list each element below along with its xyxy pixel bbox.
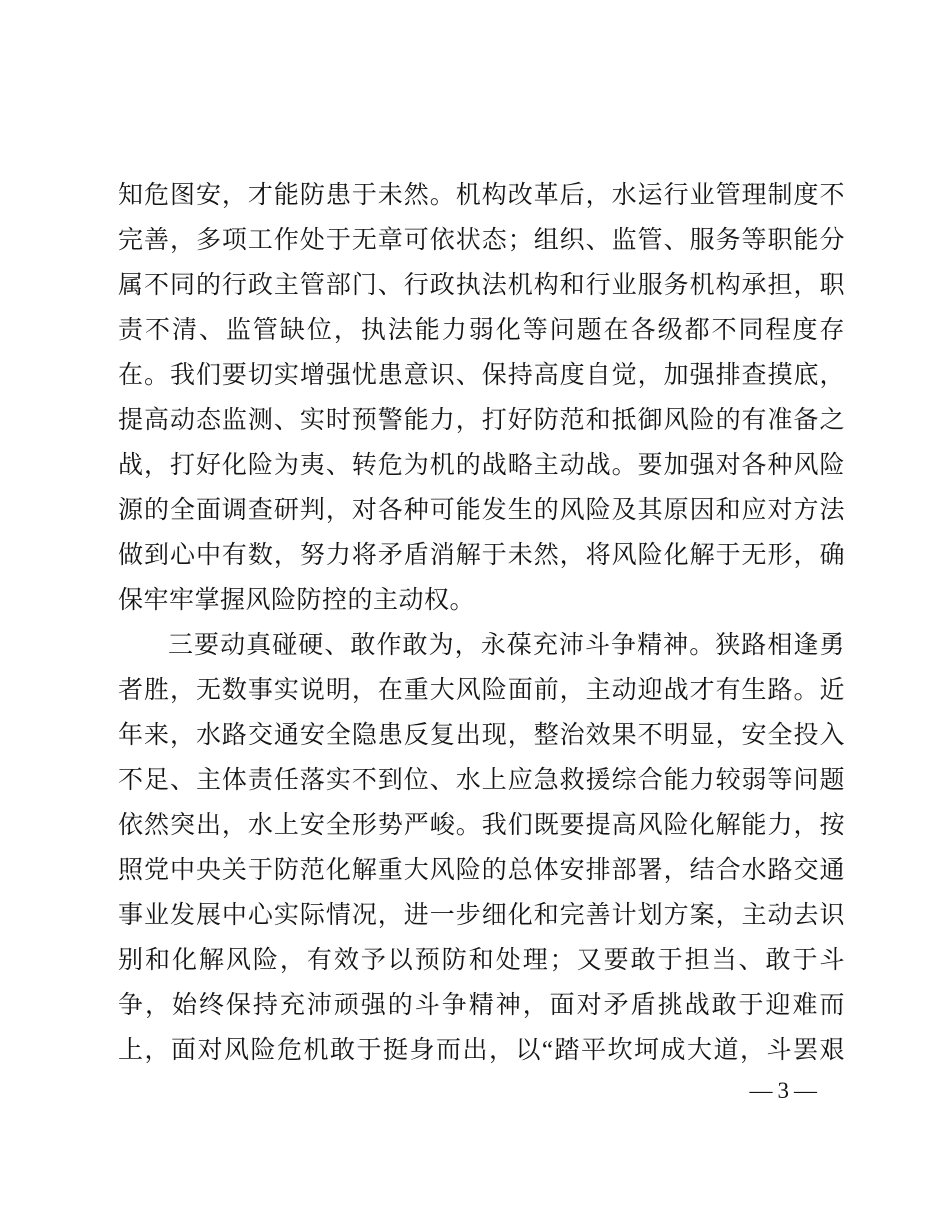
text-line: 源的全面调查研判，对各种可能发生的风险及其原因和应对方法	[118, 497, 845, 524]
text-line: 责不清、监管缺位，执法能力弱化等问题在各级都不同程度存	[118, 317, 845, 344]
text-line: 在。我们要切实增强忧患意识、保持高度自觉，加强排查摸底，	[118, 362, 845, 389]
text-line: 战，打好化险为夷、转危为机的战略主动战。要加强对各种风险	[118, 452, 845, 479]
text-line: 知危图安，才能防患于未然。机构改革后，水运行业管理制度不	[118, 182, 845, 209]
text-line: 照党中央关于防范化解重大风险的总体安排部署，结合水路交通	[118, 857, 845, 884]
text-line: 别和化解风险，有效予以预防和处理；又要敢于担当、敢于斗	[118, 947, 845, 974]
text-line: 提高动态监测、实时预警能力，打好防范和抵御风险的有准备之	[118, 407, 845, 434]
text-line: 依然突出，水上安全形势严峻。我们既要提高风险化解能力，按	[118, 812, 845, 839]
text-line: 争，始终保持充沛顽强的斗争精神，面对矛盾挑战敢于迎难而	[118, 992, 845, 1019]
text-line: 三要动真碰硬、敢作敢为，永葆充沛斗争精神。狭路相逢勇	[168, 632, 845, 659]
text-line: 保牢牢掌握风险防控的主动权。	[118, 587, 476, 614]
text-line: 上，面对风险危机敢于挺身而出，以“踏平坎坷成大道，斗罢艰	[118, 1037, 845, 1064]
page-number: —3—	[749, 1078, 822, 1103]
document-body	[118, 173, 845, 1073]
text-line: 属不同的行政主管部门、行政执法机构和行业服务机构承担，职	[118, 272, 845, 299]
text-line: 事业发展中心实际情况，进一步细化和完善计划方案，主动去识	[118, 902, 845, 929]
text-line: 不足、主体责任落实不到位、水上应急救援综合能力较弱等问题	[118, 767, 845, 794]
text-line: 做到心中有数，努力将矛盾消解于未然，将风险化解于无形，确	[118, 542, 845, 569]
text-line: 年来，水路交通安全隐患反复出现，整治效果不明显，安全投入	[118, 722, 845, 749]
text-line: 完善，多项工作处于无章可依状态；组织、监管、服务等职能分	[118, 227, 845, 254]
text-line: 者胜，无数事实说明，在重大风险面前，主动迎战才有生路。近	[118, 677, 845, 704]
